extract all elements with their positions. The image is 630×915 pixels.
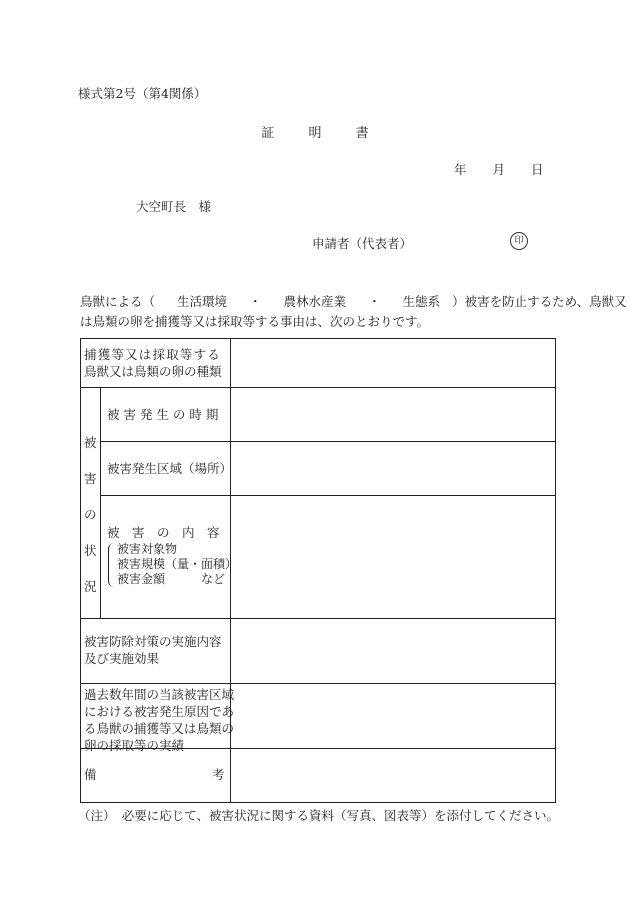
date-day: 日: [531, 162, 544, 177]
damage-area-value[interactable]: [232, 443, 554, 494]
history-label: 過去数年間の当該被害区域 における被害発生原因であ る鳥獣の捕獲等又は鳥類の 卵の採取等の実績: [84, 687, 235, 753]
species-label: 捕獲等又は採取等する 鳥獣又は鳥類の卵の種類: [84, 347, 222, 379]
species-value[interactable]: [232, 340, 554, 386]
damage-content-label: 被 害 の 内 容: [107, 525, 220, 540]
row-line: [80, 618, 556, 619]
date-year: 年: [454, 162, 467, 177]
seal-mark: 印: [510, 232, 528, 250]
brace-icon: [108, 543, 117, 587]
intro-option[interactable]: 生活環境: [177, 294, 228, 309]
damage-status-label: 被 害 の 状 況: [84, 435, 97, 594]
form-number: 様式第2号（第4関係）: [78, 86, 207, 101]
damage-time-label: 被 害 発 生 の 時 期: [107, 407, 219, 422]
sub-item: 被害対象物: [117, 542, 178, 556]
damage-content-subitems: [117, 542, 237, 587]
intro-separator: ・: [368, 294, 381, 309]
row-line: [100, 495, 556, 496]
intro-option[interactable]: 生態系: [402, 294, 441, 309]
measures-label: 被害防除対策の実施内容 及び実施効果: [84, 634, 222, 666]
intro-prefix: 鳥獣による（: [80, 294, 156, 309]
intro-option[interactable]: 農林水産業: [283, 294, 347, 309]
history-value[interactable]: [232, 685, 554, 747]
addressee: 大空町長 様: [136, 199, 212, 214]
title-char: 証: [261, 126, 275, 141]
footnote: （注） 必要に応じて、被害状況に関する資料（写真、図表等）を添付してください。: [78, 808, 560, 823]
title-char: 明: [308, 126, 322, 141]
intro-line-2: は鳥類の卵を捕獲等又は採取等する事由は、次のとおりです。: [80, 314, 430, 329]
sub-item: 被害規模（量・面積）: [117, 557, 238, 571]
row-line: [80, 387, 556, 388]
title-char: 書: [355, 126, 369, 141]
intro-line-1: [80, 292, 627, 310]
remarks-value[interactable]: [232, 750, 554, 802]
damage-content-value[interactable]: [232, 497, 554, 617]
document-title: [0, 122, 630, 141]
damage-time-value[interactable]: [232, 389, 554, 440]
sub-item: 被害金額 など: [117, 572, 226, 586]
damage-group-divider: [100, 387, 101, 618]
date-line: [454, 160, 544, 178]
remarks-label-right: 考: [212, 767, 225, 782]
measures-value[interactable]: [232, 620, 554, 682]
row-line: [80, 683, 556, 684]
date-month: 月: [492, 162, 506, 177]
damage-area-label: 被害発生区域（場所）: [107, 461, 233, 476]
row-line: [100, 441, 556, 442]
intro-separator: ・: [249, 294, 262, 309]
remarks-label-left: 備: [84, 767, 97, 782]
intro-suffix: ）被害を防止するため、鳥獣又: [452, 294, 627, 309]
applicant-label: 申請者（代表者）: [312, 236, 413, 251]
